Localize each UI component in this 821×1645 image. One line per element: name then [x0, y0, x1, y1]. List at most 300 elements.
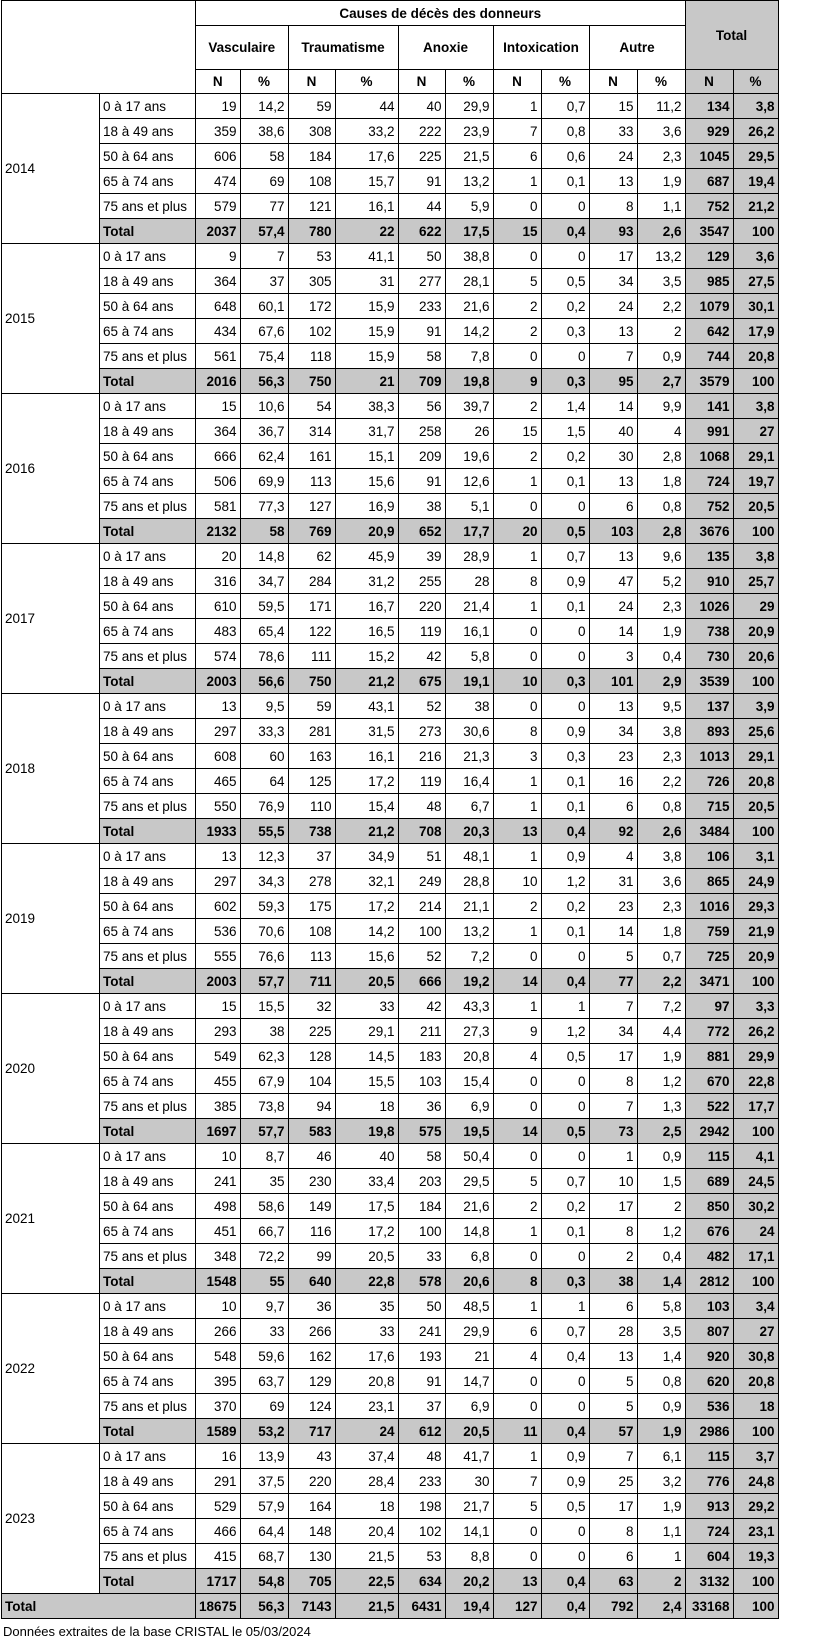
value-cell: 30,1 [733, 294, 778, 319]
value-cell: 48,5 [445, 1294, 493, 1319]
value-cell: 100 [398, 1219, 445, 1244]
age-group-cell: 50 à 64 ans [100, 1494, 196, 1519]
value-cell: 100 [398, 919, 445, 944]
value-cell: 13 [196, 694, 241, 719]
value-cell: 122 [288, 619, 335, 644]
value-cell: 42 [398, 644, 445, 669]
value-cell: 0 [493, 1144, 541, 1169]
value-cell: 13 [589, 319, 637, 344]
value-cell: 31,5 [335, 719, 398, 744]
value-cell: 27 [733, 419, 778, 444]
table-row [2, 444, 779, 469]
value-cell: 0,1 [541, 1219, 589, 1244]
value-cell: 2,3 [637, 594, 685, 619]
value-cell: 555 [196, 944, 241, 969]
value-cell: 51 [398, 844, 445, 869]
value-cell: 4 [493, 1344, 541, 1369]
age-group-cell: 75 ans et plus [100, 1244, 196, 1269]
value-cell: 141 [685, 394, 733, 419]
value-cell: 38 [445, 694, 493, 719]
value-cell: 738 [685, 619, 733, 644]
value-cell: 0,9 [541, 844, 589, 869]
value-cell: 23 [589, 894, 637, 919]
year-cell: 2019 [2, 844, 100, 994]
age-group-cell: 75 ans et plus [100, 1094, 196, 1119]
value-cell: 10,6 [240, 394, 288, 419]
value-cell: 16 [589, 769, 637, 794]
value-cell: 41,7 [445, 1444, 493, 1469]
value-cell: 1 [493, 794, 541, 819]
total-value-cell: 56,3 [240, 369, 288, 394]
value-cell: 0,3 [541, 744, 589, 769]
table-row [2, 1344, 779, 1369]
value-cell: 27,5 [733, 269, 778, 294]
value-cell: 0,9 [637, 1144, 685, 1169]
total-value-cell: 21 [335, 369, 398, 394]
value-cell: 28,9 [445, 544, 493, 569]
total-value-cell: 3539 [685, 669, 733, 694]
value-cell: 9 [493, 1019, 541, 1044]
value-cell: 17,2 [335, 769, 398, 794]
total-value-cell: 2,8 [637, 519, 685, 544]
value-cell: 752 [685, 494, 733, 519]
total-value-cell: 1717 [196, 1569, 241, 1594]
value-cell: 108 [288, 169, 335, 194]
value-cell: 3,5 [637, 269, 685, 294]
value-cell: 56 [398, 394, 445, 419]
value-cell: 149 [288, 1194, 335, 1219]
value-cell: 266 [288, 1319, 335, 1344]
value-cell: 772 [685, 1019, 733, 1044]
value-cell: 536 [196, 919, 241, 944]
total-value-cell: 14 [493, 1119, 541, 1144]
value-cell: 24 [733, 1219, 778, 1244]
value-cell: 163 [288, 744, 335, 769]
total-value-cell: 3547 [685, 219, 733, 244]
total-column-header: Total [685, 1, 778, 70]
value-cell: 0,5 [541, 269, 589, 294]
value-cell: 18 [335, 1494, 398, 1519]
year-cell: 2015 [2, 244, 100, 394]
value-cell: 111 [288, 644, 335, 669]
value-cell: 1068 [685, 444, 733, 469]
value-cell: 3,1 [733, 844, 778, 869]
value-cell: 1 [493, 169, 541, 194]
value-cell: 130 [288, 1544, 335, 1569]
total-value-cell: 738 [288, 819, 335, 844]
table-row [2, 144, 779, 169]
value-cell: 33,2 [335, 119, 398, 144]
value-cell: 13 [589, 1344, 637, 1369]
value-cell: 21,7 [445, 1494, 493, 1519]
age-group-cell: 75 ans et plus [100, 494, 196, 519]
value-cell: 581 [196, 494, 241, 519]
value-cell: 4,1 [733, 1144, 778, 1169]
total-value-cell: 55 [240, 1269, 288, 1294]
total-value-cell: 57,4 [240, 219, 288, 244]
value-cell: 59,5 [240, 594, 288, 619]
value-cell: 3,9 [733, 694, 778, 719]
age-group-cell: 65 à 74 ans [100, 169, 196, 194]
value-cell: 69 [240, 169, 288, 194]
value-cell: 29,1 [733, 444, 778, 469]
value-cell: 76,9 [240, 794, 288, 819]
value-cell: 2 [493, 894, 541, 919]
value-cell: 8 [589, 1219, 637, 1244]
value-cell: 3,8 [733, 394, 778, 419]
year-cell: 2021 [2, 1144, 100, 1294]
value-cell: 203 [398, 1169, 445, 1194]
value-cell: 20,8 [733, 769, 778, 794]
value-cell: 16,4 [445, 769, 493, 794]
value-cell: 20,8 [733, 344, 778, 369]
value-cell: 24,8 [733, 1469, 778, 1494]
total-value-cell: 634 [398, 1569, 445, 1594]
table-row [2, 1469, 779, 1494]
value-cell: 43,1 [335, 694, 398, 719]
value-cell: 52 [398, 944, 445, 969]
value-cell: 506 [196, 469, 241, 494]
value-cell: 17,2 [335, 1219, 398, 1244]
value-cell: 1026 [685, 594, 733, 619]
value-cell: 13 [589, 469, 637, 494]
value-cell: 9,5 [240, 694, 288, 719]
age-group-cell: 75 ans et plus [100, 644, 196, 669]
value-cell: 225 [288, 1019, 335, 1044]
value-cell: 0,8 [541, 119, 589, 144]
value-cell: 129 [288, 1369, 335, 1394]
value-cell: 0,9 [541, 569, 589, 594]
total-value-cell: 3484 [685, 819, 733, 844]
value-cell: 37 [398, 1394, 445, 1419]
grand-total-value-cell: 100 [733, 1594, 778, 1619]
age-group-cell: 0 à 17 ans [100, 94, 196, 119]
value-cell: 53 [288, 244, 335, 269]
table-row [2, 769, 779, 794]
percent-column-header: % [541, 70, 589, 94]
year-total-row [2, 819, 779, 844]
age-group-cell: 0 à 17 ans [100, 394, 196, 419]
value-cell: 2,3 [637, 144, 685, 169]
value-cell: 0 [493, 1544, 541, 1569]
value-cell: 291 [196, 1469, 241, 1494]
value-cell: 415 [196, 1544, 241, 1569]
value-cell: 648 [196, 294, 241, 319]
year-total-row [2, 1269, 779, 1294]
value-cell: 724 [685, 1519, 733, 1544]
age-group-cell: 75 ans et plus [100, 944, 196, 969]
total-value-cell: 0,4 [541, 219, 589, 244]
total-value-cell: 22,5 [335, 1569, 398, 1594]
value-cell: 0,7 [637, 944, 685, 969]
value-cell: 0 [541, 344, 589, 369]
grand-total-row [2, 1594, 779, 1619]
value-cell: 6 [589, 494, 637, 519]
value-cell: 148 [288, 1519, 335, 1544]
total-value-cell: 22 [335, 219, 398, 244]
value-cell: 297 [196, 719, 241, 744]
value-cell: 184 [398, 1194, 445, 1219]
value-cell: 15,5 [240, 994, 288, 1019]
age-group-cell: 65 à 74 ans [100, 469, 196, 494]
value-cell: 30,6 [445, 719, 493, 744]
value-cell: 0,5 [541, 1044, 589, 1069]
total-value-cell: 3579 [685, 369, 733, 394]
value-cell: 102 [288, 319, 335, 344]
table-row [2, 1094, 779, 1119]
value-cell: 31 [589, 869, 637, 894]
value-cell: 11,2 [637, 94, 685, 119]
age-group-cell: 18 à 49 ans [100, 119, 196, 144]
value-cell: 23,1 [335, 1394, 398, 1419]
table-row [2, 1444, 779, 1469]
year-total-label: Total [100, 1419, 196, 1444]
value-cell: 348 [196, 1244, 241, 1269]
value-cell: 730 [685, 644, 733, 669]
value-cell: 106 [685, 844, 733, 869]
value-cell: 7,2 [445, 944, 493, 969]
value-cell: 26 [445, 419, 493, 444]
value-cell: 483 [196, 619, 241, 644]
value-cell: 20 [196, 544, 241, 569]
total-value-cell: 17,5 [445, 219, 493, 244]
value-cell: 26,2 [733, 119, 778, 144]
value-cell: 44 [398, 194, 445, 219]
value-cell: 211 [398, 1019, 445, 1044]
value-cell: 14,1 [445, 1519, 493, 1544]
value-cell: 29,1 [733, 744, 778, 769]
value-cell: 40 [398, 94, 445, 119]
value-cell: 113 [288, 469, 335, 494]
total-value-cell: 57,7 [240, 969, 288, 994]
table-row [2, 619, 779, 644]
value-cell: 59 [288, 694, 335, 719]
value-cell: 7 [589, 1094, 637, 1119]
value-cell: 15,7 [335, 169, 398, 194]
value-cell: 64,4 [240, 1519, 288, 1544]
value-cell: 54 [288, 394, 335, 419]
total-value-cell: 21,2 [335, 669, 398, 694]
value-cell: 31,7 [335, 419, 398, 444]
value-cell: 725 [685, 944, 733, 969]
value-cell: 8,7 [240, 1144, 288, 1169]
value-cell: 19,4 [733, 169, 778, 194]
value-cell: 225 [398, 144, 445, 169]
value-cell: 40 [589, 419, 637, 444]
grand-total-value-cell: 6431 [398, 1594, 445, 1619]
value-cell: 10 [589, 1169, 637, 1194]
value-cell: 73,8 [240, 1094, 288, 1119]
total-value-cell: 1589 [196, 1419, 241, 1444]
value-cell: 2,8 [637, 444, 685, 469]
total-value-cell: 100 [733, 219, 778, 244]
age-group-cell: 65 à 74 ans [100, 919, 196, 944]
value-cell: 6 [589, 1544, 637, 1569]
value-cell: 33 [589, 119, 637, 144]
value-cell: 5,2 [637, 569, 685, 594]
value-cell: 222 [398, 119, 445, 144]
value-cell: 0 [541, 1094, 589, 1119]
value-cell: 910 [685, 569, 733, 594]
value-cell: 119 [398, 619, 445, 644]
value-cell: 0 [541, 694, 589, 719]
value-cell: 0 [493, 694, 541, 719]
value-cell: 7,8 [445, 344, 493, 369]
value-cell: 4 [589, 844, 637, 869]
value-cell: 20,9 [733, 619, 778, 644]
value-cell: 32 [288, 994, 335, 1019]
value-cell: 39 [398, 544, 445, 569]
value-cell: 676 [685, 1219, 733, 1244]
value-cell: 20,8 [445, 1044, 493, 1069]
total-value-cell: 2037 [196, 219, 241, 244]
value-cell: 21,6 [445, 1194, 493, 1219]
value-cell: 1 [541, 1294, 589, 1319]
value-cell: 43,3 [445, 994, 493, 1019]
age-group-cell: 75 ans et plus [100, 1544, 196, 1569]
table-row [2, 594, 779, 619]
value-cell: 0,2 [541, 1194, 589, 1219]
table-row [2, 719, 779, 744]
value-cell: 21,2 [733, 194, 778, 219]
year-cell: 2016 [2, 394, 100, 544]
table-row [2, 119, 779, 144]
value-cell: 0,9 [637, 1394, 685, 1419]
value-cell: 920 [685, 1344, 733, 1369]
value-cell: 5,1 [445, 494, 493, 519]
value-cell: 36 [288, 1294, 335, 1319]
total-value-cell: 575 [398, 1119, 445, 1144]
cause-header-traumatisme: Traumatisme [288, 26, 398, 70]
value-cell: 76,6 [240, 944, 288, 969]
value-cell: 35 [240, 1169, 288, 1194]
table-row [2, 694, 779, 719]
value-cell: 759 [685, 919, 733, 944]
value-cell: 162 [288, 1344, 335, 1369]
age-group-cell: 0 à 17 ans [100, 544, 196, 569]
value-cell: 620 [685, 1369, 733, 1394]
age-group-cell: 18 à 49 ans [100, 719, 196, 744]
age-group-cell: 50 à 64 ans [100, 744, 196, 769]
value-cell: 29,5 [445, 1169, 493, 1194]
value-cell: 47 [589, 569, 637, 594]
age-group-cell: 18 à 49 ans [100, 1019, 196, 1044]
value-cell: 69,9 [240, 469, 288, 494]
value-cell: 0 [493, 1094, 541, 1119]
total-value-cell: 2,9 [637, 669, 685, 694]
table-body [2, 94, 779, 1619]
age-group-cell: 50 à 64 ans [100, 1194, 196, 1219]
value-cell: 34,7 [240, 569, 288, 594]
value-cell: 15 [589, 94, 637, 119]
value-cell: 0,4 [637, 1244, 685, 1269]
value-cell: 15,5 [335, 1069, 398, 1094]
year-cell: 2014 [2, 94, 100, 244]
total-value-cell: 2,2 [637, 969, 685, 994]
value-cell: 0,1 [541, 794, 589, 819]
value-cell: 5 [493, 1169, 541, 1194]
value-cell: 3,8 [733, 544, 778, 569]
value-cell: 642 [685, 319, 733, 344]
value-cell: 116 [288, 1219, 335, 1244]
value-cell: 15,2 [335, 644, 398, 669]
value-cell: 108 [288, 919, 335, 944]
value-cell: 220 [288, 1469, 335, 1494]
value-cell: 15 [196, 394, 241, 419]
age-group-cell: 65 à 74 ans [100, 769, 196, 794]
value-cell: 1,1 [637, 1519, 685, 1544]
value-cell: 27,3 [445, 1019, 493, 1044]
value-cell: 16,5 [335, 619, 398, 644]
value-cell: 9 [196, 244, 241, 269]
age-group-cell: 18 à 49 ans [100, 569, 196, 594]
value-cell: 1079 [685, 294, 733, 319]
table-row [2, 1369, 779, 1394]
total-value-cell: 1933 [196, 819, 241, 844]
value-cell: 171 [288, 594, 335, 619]
value-cell: 38 [240, 1019, 288, 1044]
value-cell: 233 [398, 294, 445, 319]
value-cell: 991 [685, 419, 733, 444]
value-cell: 1,9 [637, 619, 685, 644]
value-cell: 16,1 [445, 619, 493, 644]
total-value-cell: 20 [493, 519, 541, 544]
value-cell: 14,8 [240, 544, 288, 569]
table-row [2, 1219, 779, 1244]
value-cell: 1,4 [541, 394, 589, 419]
total-value-cell: 13 [493, 1569, 541, 1594]
value-cell: 0,2 [541, 444, 589, 469]
value-cell: 48,1 [445, 844, 493, 869]
value-cell: 370 [196, 1394, 241, 1419]
age-group-cell: 50 à 64 ans [100, 1344, 196, 1369]
value-cell: 34 [589, 719, 637, 744]
value-cell: 284 [288, 569, 335, 594]
total-value-cell: 2812 [685, 1269, 733, 1294]
total-value-cell: 0,5 [541, 519, 589, 544]
value-cell: 6 [589, 1294, 637, 1319]
total-value-cell: 711 [288, 969, 335, 994]
grand-total-value-cell: 2,4 [637, 1594, 685, 1619]
value-cell: 3,6 [733, 244, 778, 269]
table-row [2, 344, 779, 369]
value-cell: 14,7 [445, 1369, 493, 1394]
value-cell: 13 [589, 544, 637, 569]
table-row [2, 319, 779, 344]
value-cell: 30 [589, 444, 637, 469]
value-cell: 58 [240, 144, 288, 169]
value-cell: 1,3 [637, 1094, 685, 1119]
value-cell: 3,4 [733, 1294, 778, 1319]
value-cell: 0 [493, 1244, 541, 1269]
total-value-cell: 578 [398, 1269, 445, 1294]
total-value-cell: 101 [589, 669, 637, 694]
value-cell: 6 [589, 794, 637, 819]
value-cell: 40 [335, 1144, 398, 1169]
percent-column-header: % [445, 70, 493, 94]
value-cell: 29,3 [733, 894, 778, 919]
value-cell: 0 [493, 1519, 541, 1544]
table-row [2, 269, 779, 294]
value-cell: 14 [589, 394, 637, 419]
value-cell: 2 [493, 444, 541, 469]
value-cell: 29,5 [733, 144, 778, 169]
total-value-cell: 20,2 [445, 1569, 493, 1594]
value-cell: 5,8 [445, 644, 493, 669]
table-row [2, 944, 779, 969]
value-cell: 19,7 [733, 469, 778, 494]
value-cell: 0 [541, 244, 589, 269]
